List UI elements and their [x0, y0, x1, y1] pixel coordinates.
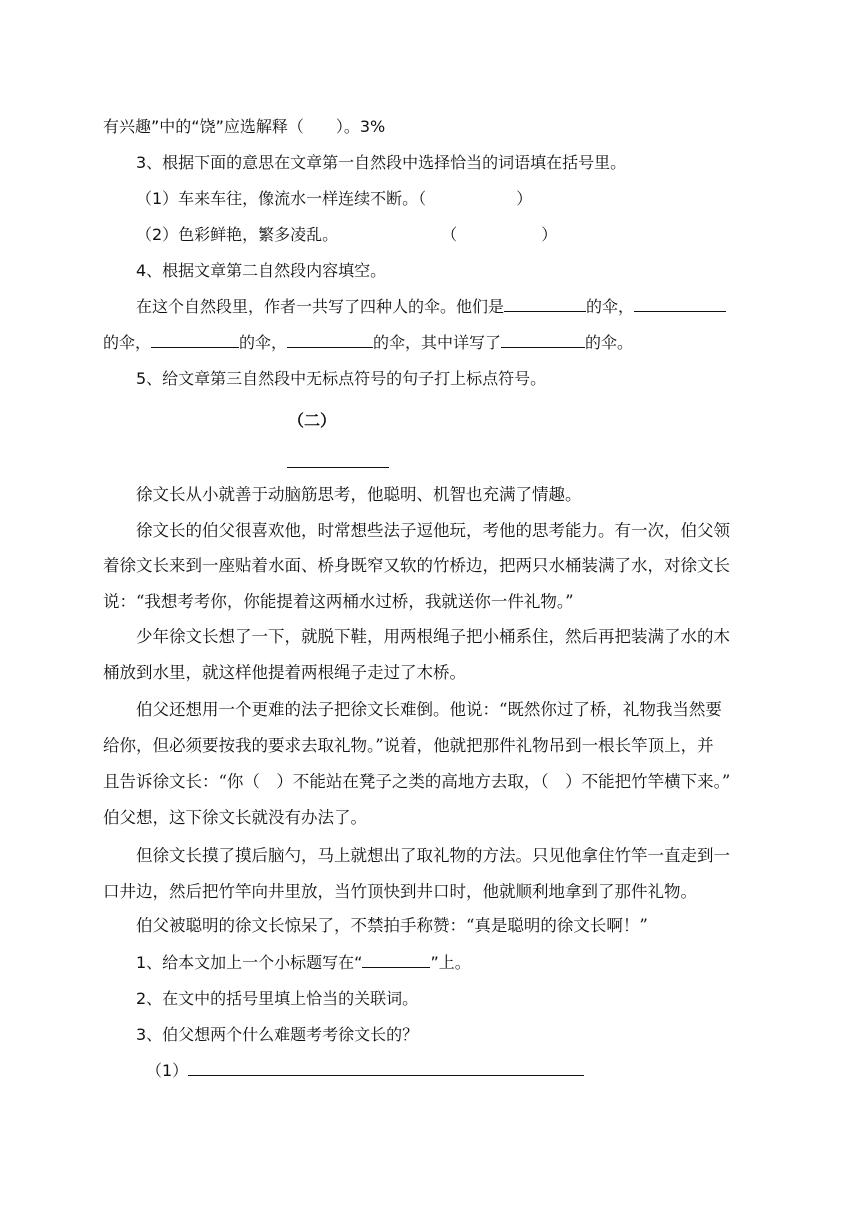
- story-line: 少年徐文长想了一下，就脱下鞋，用两根绳子把小桶系住，然后再把装满了水的木: [136, 627, 730, 646]
- story-line: 伯父被聪明的徐文长惊呆了，不禁拍手称赞：“真是聪明的徐文长啊！”: [136, 916, 648, 935]
- story-line: 说：“我想考考你，你能提着这两桶水过桥，我就送你一件礼物。”: [103, 592, 574, 611]
- item-1-text: （1）车来车往，像流水一样连续不断。（: [136, 189, 427, 208]
- fill-text-a: 的伞，: [103, 333, 152, 352]
- story-line: 伯父想，这下徐文长就没有办法了。: [103, 808, 367, 827]
- fill-blank[interactable]: [151, 333, 239, 348]
- question-3-item-2: [136, 225, 557, 245]
- fill-text-a: 在这个自然段里，作者一共写了四种人的伞。他们是: [136, 297, 505, 316]
- question-3-section-2: 3、伯父想两个什么难题考考徐文长的？: [136, 1025, 419, 1044]
- fill-text-c: 的伞，其中详写了: [373, 333, 502, 352]
- question-4: 4、根据文章第二自然段内容填空。: [136, 261, 387, 280]
- answer-line[interactable]: [188, 1061, 584, 1076]
- story-line: 且告诉徐文长：“你（ ）不能站在凳子之类的高地方去取，（ ）不能把竹竿横下来。”: [103, 772, 731, 791]
- story-line: 伯父还想用一个更难的法子把徐文长难倒。他说：“既然你过了桥，礼物我当然要: [136, 700, 722, 719]
- question-3-item-1: [136, 189, 532, 209]
- question-2-tail: 有兴趣”中的“饶”应选解释（ ）。3%: [103, 117, 386, 136]
- item-2-close-paren: ）: [541, 225, 558, 244]
- item-2-text: （2）色彩鲜艳，繁多凌乱。: [136, 225, 339, 244]
- story-line: 徐文长的伯父很喜欢他，时常想些法子逗他玩，考他的思考能力。有一次，伯父领: [136, 521, 730, 540]
- fill-blank[interactable]: [634, 297, 726, 312]
- question-1: [136, 953, 471, 973]
- answer-label: （1）: [146, 1061, 189, 1080]
- story-line: 徐文长从小就善于动脑筋思考，他聪明、机智也充满了情趣。: [136, 485, 582, 504]
- q1-text-a: 1、给本文加上一个小标题写在“: [136, 953, 363, 972]
- fill-text-b: 的伞，: [239, 333, 288, 352]
- fill-blank[interactable]: [504, 297, 586, 312]
- question-3-answer-1: [146, 1061, 584, 1081]
- fill-blank[interactable]: [362, 953, 430, 968]
- story-line: 着徐文长来到一座贴着水面、桥身既窄又软的竹桥边，把两只水桶装满了水，对徐文长: [103, 556, 730, 575]
- story-line: 给你，但必须要按我的要求去取礼物。”说着，他就把那件礼物吊到一根长竿顶上，并: [103, 736, 714, 755]
- section-heading: （二）: [288, 411, 337, 430]
- fill-blank[interactable]: [287, 333, 373, 348]
- item-1-close-paren: ）: [516, 189, 533, 208]
- fill-text-b: 的伞，: [586, 297, 635, 316]
- story-line: 口井边，然后把竹竿向井里放，当竹顶快到井口时，他就顺利地拿到了那件礼物。: [103, 882, 697, 901]
- fill-blank[interactable]: [501, 333, 585, 348]
- question-2: 2、在文中的括号里填上恰当的关联词。: [136, 989, 419, 1008]
- question-5: 5、给文章第三自然段中无标点符号的句子打上标点符号。: [136, 369, 547, 388]
- q1-text-b: ”上。: [430, 953, 471, 972]
- fill-text-d: 的伞。: [585, 333, 634, 352]
- question-4-fill-line-2: [103, 333, 633, 353]
- title-blank-line[interactable]: [287, 467, 389, 468]
- item-2-open-paren: （: [441, 225, 458, 244]
- story-line: 桶放到水里，就这样他提着两根绳子走过了木桥。: [103, 663, 466, 682]
- question-4-fill-line-1: [136, 297, 726, 317]
- question-3: 3、根据下面的意思在文章第一自然段中选择恰当的词语填在括号里。: [136, 153, 627, 172]
- story-line: 但徐文长摸了摸后脑勺，马上就想出了取礼物的方法。只见他拿住竹竿一直走到一: [136, 846, 730, 865]
